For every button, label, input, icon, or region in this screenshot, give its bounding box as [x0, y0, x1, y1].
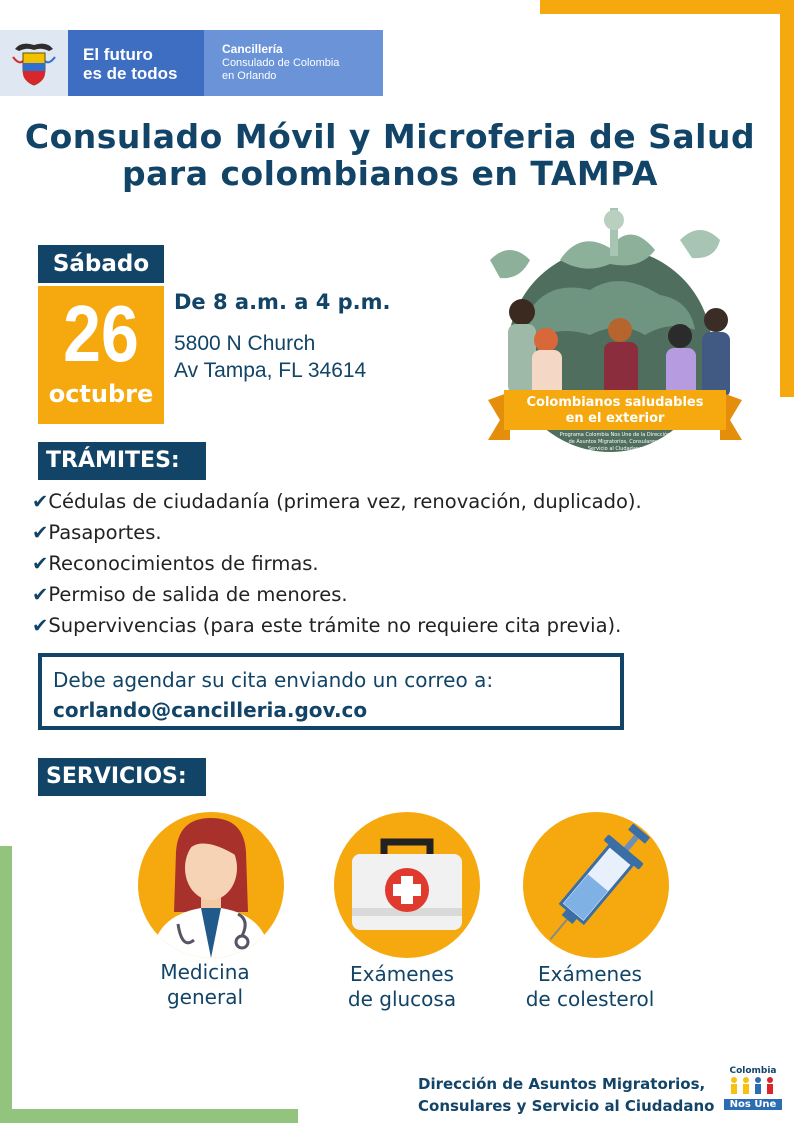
program-line2: de Asuntos Migratorios, Consulares y — [568, 439, 662, 445]
entity-line3: en Orlando — [222, 70, 277, 82]
orange-frame-top — [540, 0, 794, 14]
address-line2: Av Tampa, FL 34614 — [174, 359, 367, 382]
list-item: ✔Pasaportes. — [32, 521, 162, 544]
service-medicina-general: Medicina general — [160, 960, 250, 1009]
list-item: ✔Reconocimientos de firmas. — [32, 552, 319, 575]
footer-line1: Dirección de Asuntos Migratorios, — [418, 1075, 706, 1093]
notice-text: Debe agendar su cita enviando un correo a: — [53, 668, 494, 692]
people-icon — [726, 1076, 780, 1094]
entity-block — [204, 30, 383, 96]
list-item: ✔Supervivencias (para este trámite no requiere cita previa). — [32, 614, 622, 637]
tramites-list — [32, 486, 642, 641]
page-title — [0, 118, 780, 192]
entity-name: Cancillería — [222, 42, 283, 56]
event-hours: De 8 a.m. a 4 p.m. — [174, 290, 391, 314]
slogan-line1: El futuro — [83, 45, 153, 64]
syringe-icon — [523, 812, 669, 958]
footer-line2: Consulares y Servicio al Ciudadano — [418, 1097, 715, 1115]
doctor-icon — [138, 812, 284, 958]
title-line1: Consulado Móvil y Microferia de Salud — [24, 117, 756, 156]
first-aid-kit-icon — [334, 812, 480, 958]
weekday-label: Sábado — [38, 245, 164, 283]
footer-department — [418, 1073, 714, 1117]
servicios-heading: SERVICIOS: — [38, 758, 206, 796]
checkmark-icon: ✔ — [32, 583, 49, 606]
ribbon-line1: Colombianos saludables — [526, 395, 704, 410]
program-line1: Programa Colombia Nos Une de la Dirección — [559, 432, 671, 438]
list-item: ✔Cédulas de ciudadanía (primera vez, renovación, duplicado). — [32, 490, 642, 513]
orange-frame-right — [780, 0, 794, 397]
tramites-heading: TRÁMITES: — [38, 442, 206, 480]
appointment-notice — [38, 653, 624, 730]
entity-line2: Consulado de Colombia — [222, 57, 340, 69]
healthy-colombians-illustration — [470, 200, 760, 470]
date-day: 26 — [63, 289, 139, 378]
ribbon-line2: en el exterior — [565, 411, 665, 426]
green-frame-bottom — [0, 1109, 298, 1123]
checkmark-icon: ✔ — [32, 552, 49, 575]
slogan-block — [68, 30, 204, 96]
checkmark-icon: ✔ — [32, 490, 49, 513]
service-examenes-colesterol: Exámenes de colesterol — [525, 962, 655, 1011]
list-item: ✔Permiso de salida de menores. — [32, 583, 348, 606]
government-banner — [0, 30, 383, 96]
title-line2: para colombianos en TAMPA — [122, 154, 658, 193]
event-address — [174, 330, 366, 384]
colombia-nos-une-logo — [724, 1066, 782, 1116]
checkmark-icon: ✔ — [32, 614, 49, 637]
date-month: octubre — [48, 380, 154, 408]
checkmark-icon: ✔ — [32, 521, 49, 544]
program-line3: Servicio al Ciudadano — [587, 446, 643, 452]
date-box — [38, 286, 164, 424]
slogan-line2: es de todos — [83, 64, 178, 83]
logo-top-text: Colombia — [729, 1066, 777, 1076]
contact-email-link[interactable]: corlando@cancilleria.gov.co — [53, 698, 368, 722]
service-examenes-glucosa: Exámenes de glucosa — [347, 962, 457, 1011]
address-line1: 5800 N Church — [174, 332, 316, 355]
colombia-coat-of-arms-icon — [0, 30, 68, 96]
green-frame-left — [0, 846, 12, 1123]
logo-bottom-text: Nos Une — [724, 1099, 782, 1110]
